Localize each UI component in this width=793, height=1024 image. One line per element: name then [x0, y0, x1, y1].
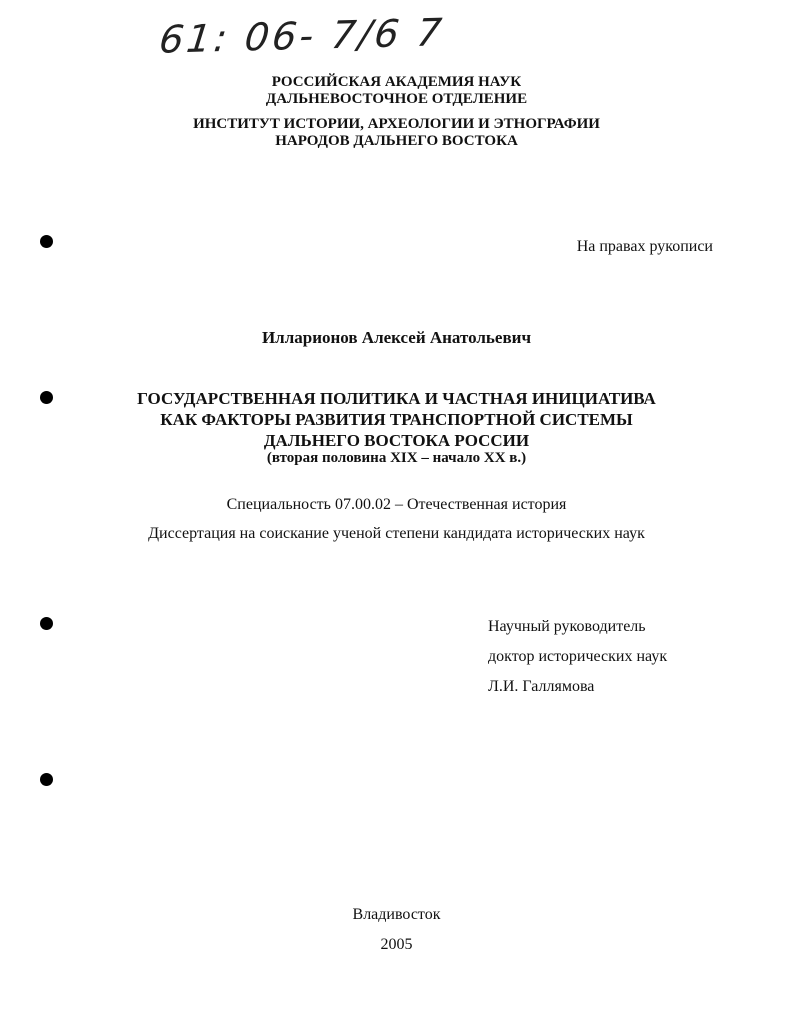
- title-line-2: КАК ФАКТОРЫ РАЗВИТИЯ ТРАНСПОРТНОЙ СИСТЕМЫ: [160, 410, 633, 429]
- title-line-1: ГОСУДАРСТВЕННАЯ ПОЛИТИКА И ЧАСТНАЯ ИНИЦИАТИВА: [137, 389, 656, 408]
- city: Владивосток: [352, 906, 441, 923]
- dissertation-degree: Диссертация на соискание ученой степени кандидата исторических наук: [148, 525, 645, 542]
- org-line-2: ДАЛЬНЕВОСТОЧНОЕ ОТДЕЛЕНИЕ: [265, 91, 528, 107]
- specialty: Специальность 07.00.02 – Отечественная история: [226, 496, 567, 513]
- organization-header: [0, 74, 793, 108]
- institute-line-1: ИНСТИТУТ ИСТОРИИ, АРХЕОЛОГИИ И ЭТНОГРАФИИ: [193, 116, 600, 132]
- org-line-1: РОССИЙСКАЯ АКАДЕМИЯ НАУК: [271, 74, 522, 90]
- punch-hole-2: [40, 391, 53, 404]
- title-line-3: ДАЛЬНЕГО ВОСТОКА РОССИИ: [263, 431, 530, 450]
- punch-hole-1: [40, 235, 53, 248]
- manuscript-rights: На правах рукописи: [576, 238, 713, 255]
- institute-line-2: НАРОДОВ ДАЛЬНЕГО ВОСТОКА: [275, 133, 518, 149]
- punch-hole-4: [40, 773, 53, 786]
- institute-header: [0, 116, 793, 150]
- supervisor-block: [488, 612, 667, 702]
- supervisor-name: Л.И. Галлямова: [488, 678, 595, 695]
- title-period: (вторая половина XIX – начало XX в.): [266, 450, 527, 466]
- year: 2005: [380, 936, 413, 953]
- author-name: Илларионов Алексей Анатольевич: [261, 328, 532, 347]
- dissertation-title: [0, 388, 793, 451]
- handwritten-number: 61: 06- 7/6 7: [157, 10, 447, 62]
- punch-hole-3: [40, 617, 53, 630]
- supervisor-degree: доктор исторических наук: [488, 648, 668, 665]
- supervisor-role: Научный руководитель: [488, 618, 646, 635]
